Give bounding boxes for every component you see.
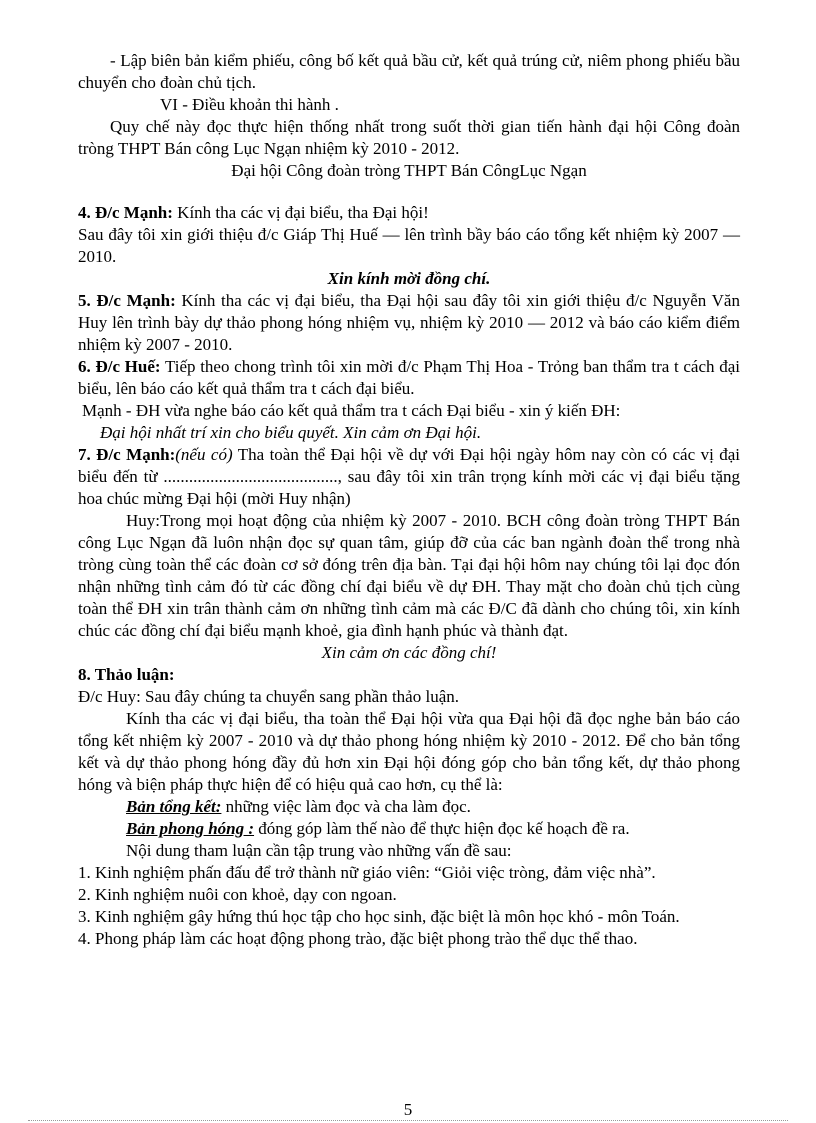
item-4-head: 4. Đ/c Mạnh: [78,203,173,222]
item-7-text: Tha toàn thể Đại hội về dự với Đại hội ngày hôm nay còn có các vị đại biểu đến từ ........................................., sau đây tôi xin trân trọng kính mời các vị đại biểu tặng hoa chúc mừng Đại hội (mời Huy nhận) [78,445,740,508]
topic-1: 1. Kinh nghiệm phấn đấu để trở thành nữ giáo viên: “Giỏi việc tròng, đảm việc nhà”. [78,863,656,882]
item-4-invite-text: Xin kính mời đồng chí. [327,269,491,288]
section-heading-vi: VI - Điều khoản thi hành . [160,95,339,114]
item-6 [78,356,740,400]
item-5-text: Kính tha các vị đại biểu, tha Đại hội sau đây tôi xin giới thiệu đ/c Nguyễn Văn Huy lên trình bày dự thảo phong hóng nhiệm vụ, nhiệm kỳ 2010 — 2012 và báo cáo kiểm điểm nhiệm kỳ 2007 - 2010. [78,291,740,354]
topic-2: 2. Kinh nghiệm nuôi con khoẻ, dạy con ngoan. [78,885,397,904]
item-7-note: (nếu có) [175,445,233,464]
item-8-direction [78,818,740,840]
item-8-intro: Đ/c Huy: Sau đây chúng ta chuyển sang phần thảo luận. [78,687,459,706]
topic-4: 4. Phong pháp làm các hoạt động phong trào, đặc biệt phong trào thể dục thể thao. [78,929,638,948]
item-8-body: Kính tha các vị đại biểu, tha toàn thể Đại hội vừa qua Đại hội đã đọc nghe bản báo cáo tổng kết nhiệm kỳ 2007 - 2010 và dự thảo phong hóng nhiệm kỳ 2010 - 2012. Để cho bản tổng kết và dự thảo phong hóng đầy đủ hơn xin Đại hội đóng góp cho bản tổng kết, dự thảo phong hóng và biện pháp thực hiện để có hiệu quả cao hơn, cụ thể là: [78,709,740,794]
item-5-head: 5. Đ/c Mạnh: [78,291,176,310]
item-4-text: Kính tha các vị đại biểu, tha Đại hội! [172,203,429,222]
paragraph-ballot-record: - Lập biên bản kiểm phiếu, công bố kết quả bầu cử, kết quả trúng cử, niêm phong phiếu bầu chuyển cho đoàn chủ tịch. [78,51,740,92]
footer-divider [28,1120,788,1121]
item-8-heading [78,664,740,686]
item-6-consult: Mạnh - ĐH vừa nghe báo cáo kết quả thẩm tra t cách Đại biểu - xin ý kiến ĐH: [82,401,621,420]
item-4-intro: Sau đây tôi xin giới thiệu đ/c Giáp Thị Huế — lên trình bầy báo cáo tổng kết nhiệm kỳ 2007 — 2010. [78,225,740,266]
item-4 [78,202,740,224]
direction-text: đóng góp làm thế nào để thực hiện đọc kế hoạch đề ra. [254,819,630,838]
spacer [78,182,740,202]
document-page [78,50,740,950]
item-4-invite [78,268,740,290]
item-7-thanks: Xin cảm ơn các đồng chí! [321,643,497,662]
topic-3: 3. Kinh nghiệm gây hứng thú học tập cho học sinh, đặc biệt là môn học khó - môn Toán. [78,907,680,926]
item-8-summary [78,796,740,818]
item-7 [78,444,740,510]
item-7-head: 7. Đ/c Mạnh: [78,445,176,464]
item-6-head: 6. Đ/c Huế: [78,357,161,376]
item-8-focus: Nội dung tham luận cần tập trung vào những vấn đề sau: [126,841,512,860]
signature-line: Đại hội Công đoàn tròng THPT Bán CôngLục Ngạn [231,161,587,180]
item-6-vote: Đại hội nhất trí xin cho biểu quyết. Xin cảm ơn Đại hội. [100,423,482,442]
item-6-text: Tiếp theo chong trình tôi xin mời đ/c Phạm Thị Hoa - Trỏng ban thẩm tra t cách đại biểu, lên báo cáo kết quả thẩm tra t cách đại biểu. [78,357,740,398]
paragraph-regulation: Quy chế này đọc thực hiện thống nhất trong suốt thời gian tiến hành đại hội Công đoàn tròng THPT Bán công Lục Ngạn nhiệm kỳ 2010 - 2012. [78,117,740,158]
summary-label: Bản tổng kết: [126,797,222,816]
direction-label: Bản phong hóng : [126,819,255,838]
item-7-huy-speech: Huy:Trong mọi hoạt động của nhiệm kỳ 2007 - 2010. BCH công đoàn tròng THPT Bán công Lục Ngạn đã luôn nhận đọc sự quan tâm, giúp đỡ của các ban ngành đoàn thể trong nhà tròng cùng toàn thể các đoàn cơ sở đóng trên địa bàn. Tại đại hội hôm nay chúng tôi lại đọc đón nhận những tình cảm đó từ các đồng chí đại biểu về dự ĐH. Thay mặt cho đoàn chủ tịch cùng toàn thể ĐH xin trân thành cảm ơn những tình cảm mà các Đ/C đã dành cho chúng tôi, xin kính chúc các đồng chí đại biểu mạnh khoẻ, gia đình hạnh phúc và thành đạt. [78,511,740,640]
page-number: 5 [403,1100,413,1119]
item-5 [78,290,740,356]
item-8-head: 8. Thảo luận: [78,665,175,684]
summary-text: những việc làm đọc và cha làm đọc. [221,797,471,816]
